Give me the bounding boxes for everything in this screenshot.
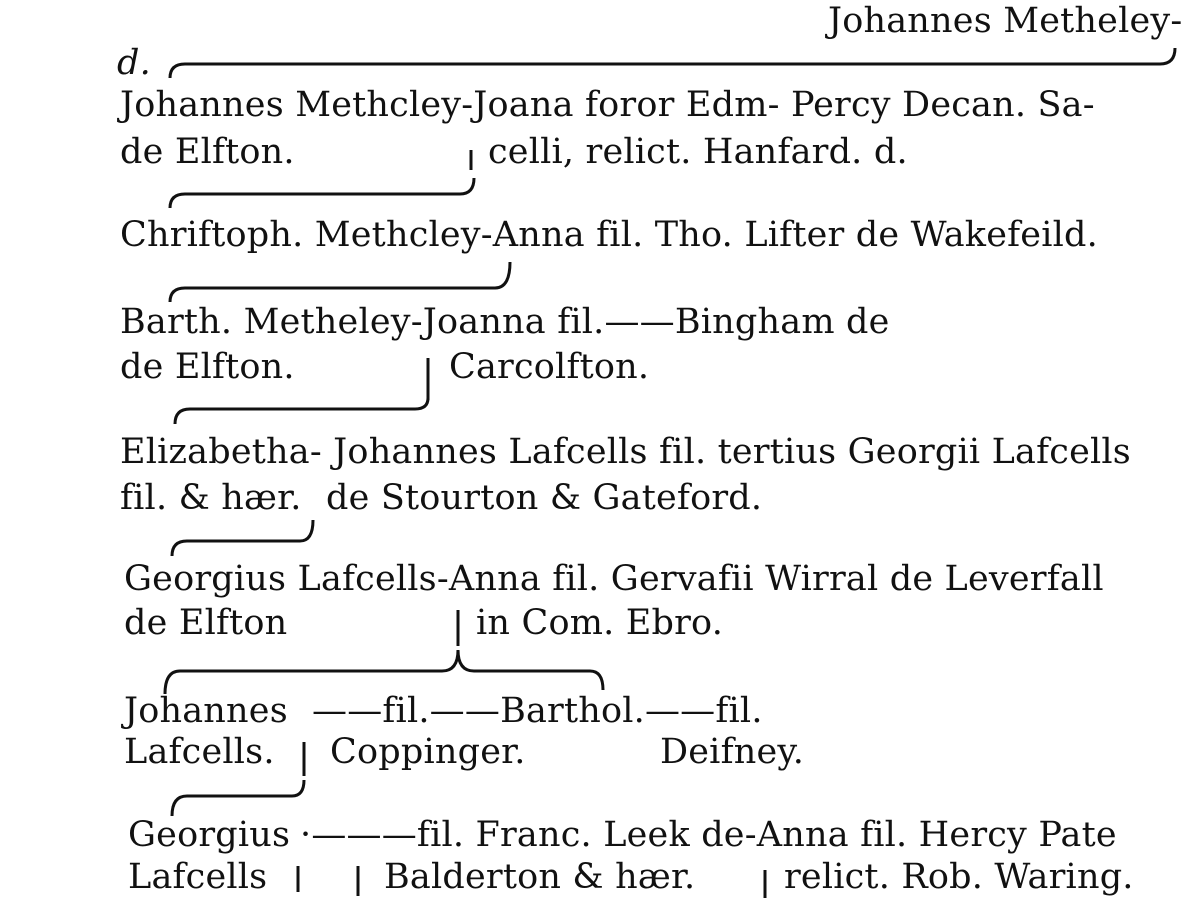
line-de-elfton-3: de Elfton bbox=[124, 603, 288, 643]
brace-generation-3 bbox=[170, 262, 510, 302]
line-barth-metheley: Barth. Metheley-Joanna fil.——Bingham de bbox=[120, 302, 890, 342]
brace-generation-7 bbox=[172, 780, 304, 816]
line-johannes-methcley-joana: Johannes Methcley-Joana foror Edm- Percy Decan. Sa- bbox=[120, 85, 1095, 125]
line-christoph-methcley: Chriftoph. Methcley-Anna fil. Tho. Lifter de Wakefeild. bbox=[120, 215, 1098, 255]
line-deifney: Deifney. bbox=[660, 732, 805, 772]
line-fil-barthol-fil: ——fil.——Barthol.——fil. bbox=[312, 691, 763, 731]
line-carcolfton: Carcolfton. bbox=[449, 347, 650, 387]
line-balderton-haer: Balderton & hær. bbox=[384, 857, 696, 897]
brace-generation-6 bbox=[165, 650, 603, 694]
line-fil-franc-leek-anna: ·———fil. Franc. Leek de-Anna fil. Hercy Pate bbox=[300, 815, 1117, 855]
brace-generation-2 bbox=[170, 178, 474, 208]
line-lafcells-1: Lafcells. bbox=[124, 732, 275, 772]
line-de-elfton-1: de Elfton. bbox=[120, 132, 295, 172]
line-georgius-2: Georgius bbox=[128, 815, 291, 855]
line-relict-rob-waring: relict. Rob. Waring. bbox=[784, 857, 1134, 897]
brace-generation-1 bbox=[170, 48, 1175, 78]
line-georgius-lafcells-anna: Georgius Lafcells-Anna fil. Gervafii Wirral de Leverfall bbox=[124, 559, 1104, 599]
line-lafcells-2: Lafcells bbox=[128, 857, 268, 897]
line-de-elfton-2: de Elfton. bbox=[120, 347, 295, 387]
line-celli-relict: celli, relict. Hanfard. d. bbox=[488, 132, 908, 172]
line-coppinger: Coppinger. bbox=[330, 732, 526, 772]
line-elizabetha-johannes-lafcells: Elizabetha- Johannes Lafcells fil. tertius Georgii Lafcells bbox=[120, 432, 1131, 472]
line-de-stourton-gateford: de Stourton & Gateford. bbox=[326, 478, 763, 518]
brace-generation-4 bbox=[175, 398, 428, 424]
line-fil-haer: fil. & hær. bbox=[120, 478, 302, 518]
brace-generation-5 bbox=[172, 520, 313, 556]
line-d-marker: d. bbox=[117, 43, 151, 83]
line-johannes-metheley-top: Johannes Metheley- bbox=[828, 1, 1183, 41]
line-johannes: Johannes bbox=[124, 691, 288, 731]
line-in-com-ebro: in Com. Ebro. bbox=[476, 603, 724, 643]
